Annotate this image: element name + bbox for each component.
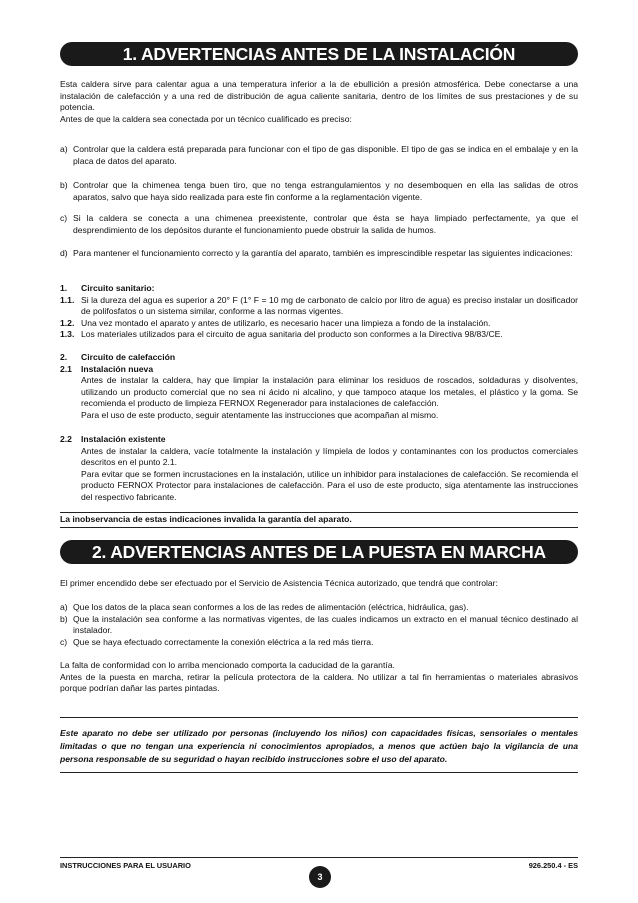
item-marker: b) (60, 613, 68, 624)
item-text: Los materiales utilizados para el circuito de agua sanitaria del producto son conformes a la Directiva 98/83/CE. (81, 329, 503, 340)
divider (60, 717, 578, 718)
item-marker: c) (60, 213, 68, 223)
item-marker: d) (60, 248, 68, 258)
subsection-sanitary (60, 283, 578, 341)
section2-list (60, 602, 578, 648)
page-number: 3 (309, 866, 331, 888)
item-text: Controlar que la caldera está preparada para funcionar con el tipo de gas disponible. El tipo de gas se indica en el embalaje y en la placa de datos del aparato. (73, 144, 578, 166)
subsection-number: 1. (60, 283, 68, 293)
section1-item-c (60, 213, 578, 236)
warranty-note: La inobservancia de estas indicaciones invalida la garantía del aparato. (60, 514, 352, 524)
section1-item-a (60, 144, 578, 167)
subsection-title: Circuito sanitario: (81, 283, 155, 293)
section1-intro-block (60, 79, 578, 125)
subsection-heating (60, 352, 578, 422)
item-text: Que la instalación sea conforme a las normativas vigentes, de las cuales indicamos un extracto en el manual técnico destinado al instalador. (73, 613, 578, 636)
section2-title: 2. ADVERTENCIAS ANTES DE LA PUESTA EN MARCHA (60, 540, 578, 564)
paragraph: Para el uso de este producto, seguir atentamente las instrucciones que acompañan al mismo. (81, 409, 439, 420)
paragraph: La falta de conformidad con lo arriba mencionado comporta la caducidad de la garantía. (60, 660, 395, 670)
footer-right: 926.250.4 - ES (528, 861, 578, 870)
item-marker: a) (60, 602, 68, 612)
paragraph: Antes de instalar la caldera, hay que limpiar la instalación para eliminar los residuos de roscados, soldaduras y disolventes, utilizando un producto comercial que no sea ni ácido ni alcalino, y que tampoco ataque los metales, el plástico y la goma. Se recomienda el producto de limpieza FERNOX Regenerador para instalaciones de calefacción. (81, 375, 578, 409)
item-text: Una vez montado el aparato y antes de utilizarlo, es necesario hacer una limpieza a fondo de la instalación. (81, 317, 491, 328)
subsection-title: Instalación existente (81, 434, 166, 444)
item-text: Para mantener el funcionamiento correcto y la garantía del aparato, también es imprescindible respetar las siguientes indicaciones: (73, 248, 573, 258)
item-number: 1.2. (60, 317, 75, 328)
item-text: Que se haya efectuado correctamente la conexión eléctrica a la red más tierra. (73, 636, 374, 647)
divider (60, 512, 578, 513)
paragraph: Antes de instalar la caldera, vacíe totalmente la instalación y límpiela de lodos y contaminantes con los productos comerciales descritos en el punto 2.1. (81, 445, 578, 468)
footer-rule (60, 857, 578, 858)
divider (60, 772, 578, 773)
item-text: Que los datos de la placa sean conformes a los de las redes de alimentación (eléctrica, hidráulica, gas). (73, 602, 469, 612)
item-marker: c) (60, 636, 68, 647)
subsection-title: Circuito de calefacción (81, 352, 176, 362)
section2-paragraphs (60, 660, 578, 695)
section1-item-d (60, 248, 578, 260)
subsection-number: 2.2 (60, 434, 72, 444)
paragraph: Para evitar que se formen incrustaciones en la instalación, utilice un inhibidor para instalaciones de calefacción. Se recomienda el producto FERNOX Protector para instalaciones de calefacción. Para el uso de este producto, siga atentamente las instrucciones del respectivo fabricante. (81, 468, 578, 502)
safety-warning: Este aparato no debe ser utilizado por personas (incluyendo los niños) con capacidades físicas, sensoriales o mentales limitadas o que no tengan una experiencia ni conocimientos apropiados, a menos que actúen bajo la vigilancia de una persona responsable de su seguridad o hayan recibido instrucciones sobre el uso del aparato. (60, 728, 578, 764)
section1-intro: Esta caldera sirve para calentar agua a una temperatura inferior a la de ebullición a presión atmosférica. Debe conectarse a una instalación de calefacción y a una red de distribución de agua caliente sanitaria, dentro de los límites de sus prestaciones y de su potencia. (60, 79, 578, 113)
item-text: Controlar que la chimenea tenga buen tiro, que no tenga estrangulamientos y no desemboquen en ella las salidas de otros aparatos, salvo que haya sido realizada para este fin conforme a la reglamentación vigente. (73, 180, 578, 202)
divider (60, 527, 578, 528)
item-text: Si la caldera se conecta a una chimenea preexistente, controlar que ésta se haya limpiado perfectamente, ya que el desprendimiento de los depósitos durante el funcionamiento puede obstruir la salida de humos. (73, 213, 578, 235)
paragraph: Antes de la puesta en marcha, retirar la película protectora de la caldera. No utilizar a tal fin herramientas o materiales abrasivos porque podrían dañar las partes pintadas. (60, 671, 578, 694)
subsection-existing (60, 434, 578, 504)
subsection-number: 2.1 (60, 363, 72, 374)
section2-intro: El primer encendido debe ser efectuado por el Servicio de Asistencia Técnica autorizado, que tendrá que controlar: (60, 578, 498, 588)
subsection-title: Instalación nueva (81, 363, 154, 374)
item-marker: a) (60, 144, 68, 154)
section1-intro2: Antes de que la caldera sea conectada por un técnico cualificado es preciso: (60, 113, 352, 124)
item-marker: b) (60, 180, 68, 190)
footer-left: INSTRUCCIONES PARA EL USUARIO (60, 861, 191, 870)
item-number: 1.1. (60, 294, 75, 305)
item-number: 1.3. (60, 329, 75, 340)
section1-item-b (60, 180, 578, 203)
item-text: Si la dureza del agua es superior a 20° F (1° F = 10 mg de carbonato de calcio por litro de agua) es preciso instalar un dosificador de polifosfatos o un sistema similar, conforme a las normas vigentes. (81, 294, 578, 317)
subsection-number: 2. (60, 352, 68, 362)
section1-title: 1. ADVERTENCIAS ANTES DE LA INSTALACIÓN (60, 42, 578, 66)
